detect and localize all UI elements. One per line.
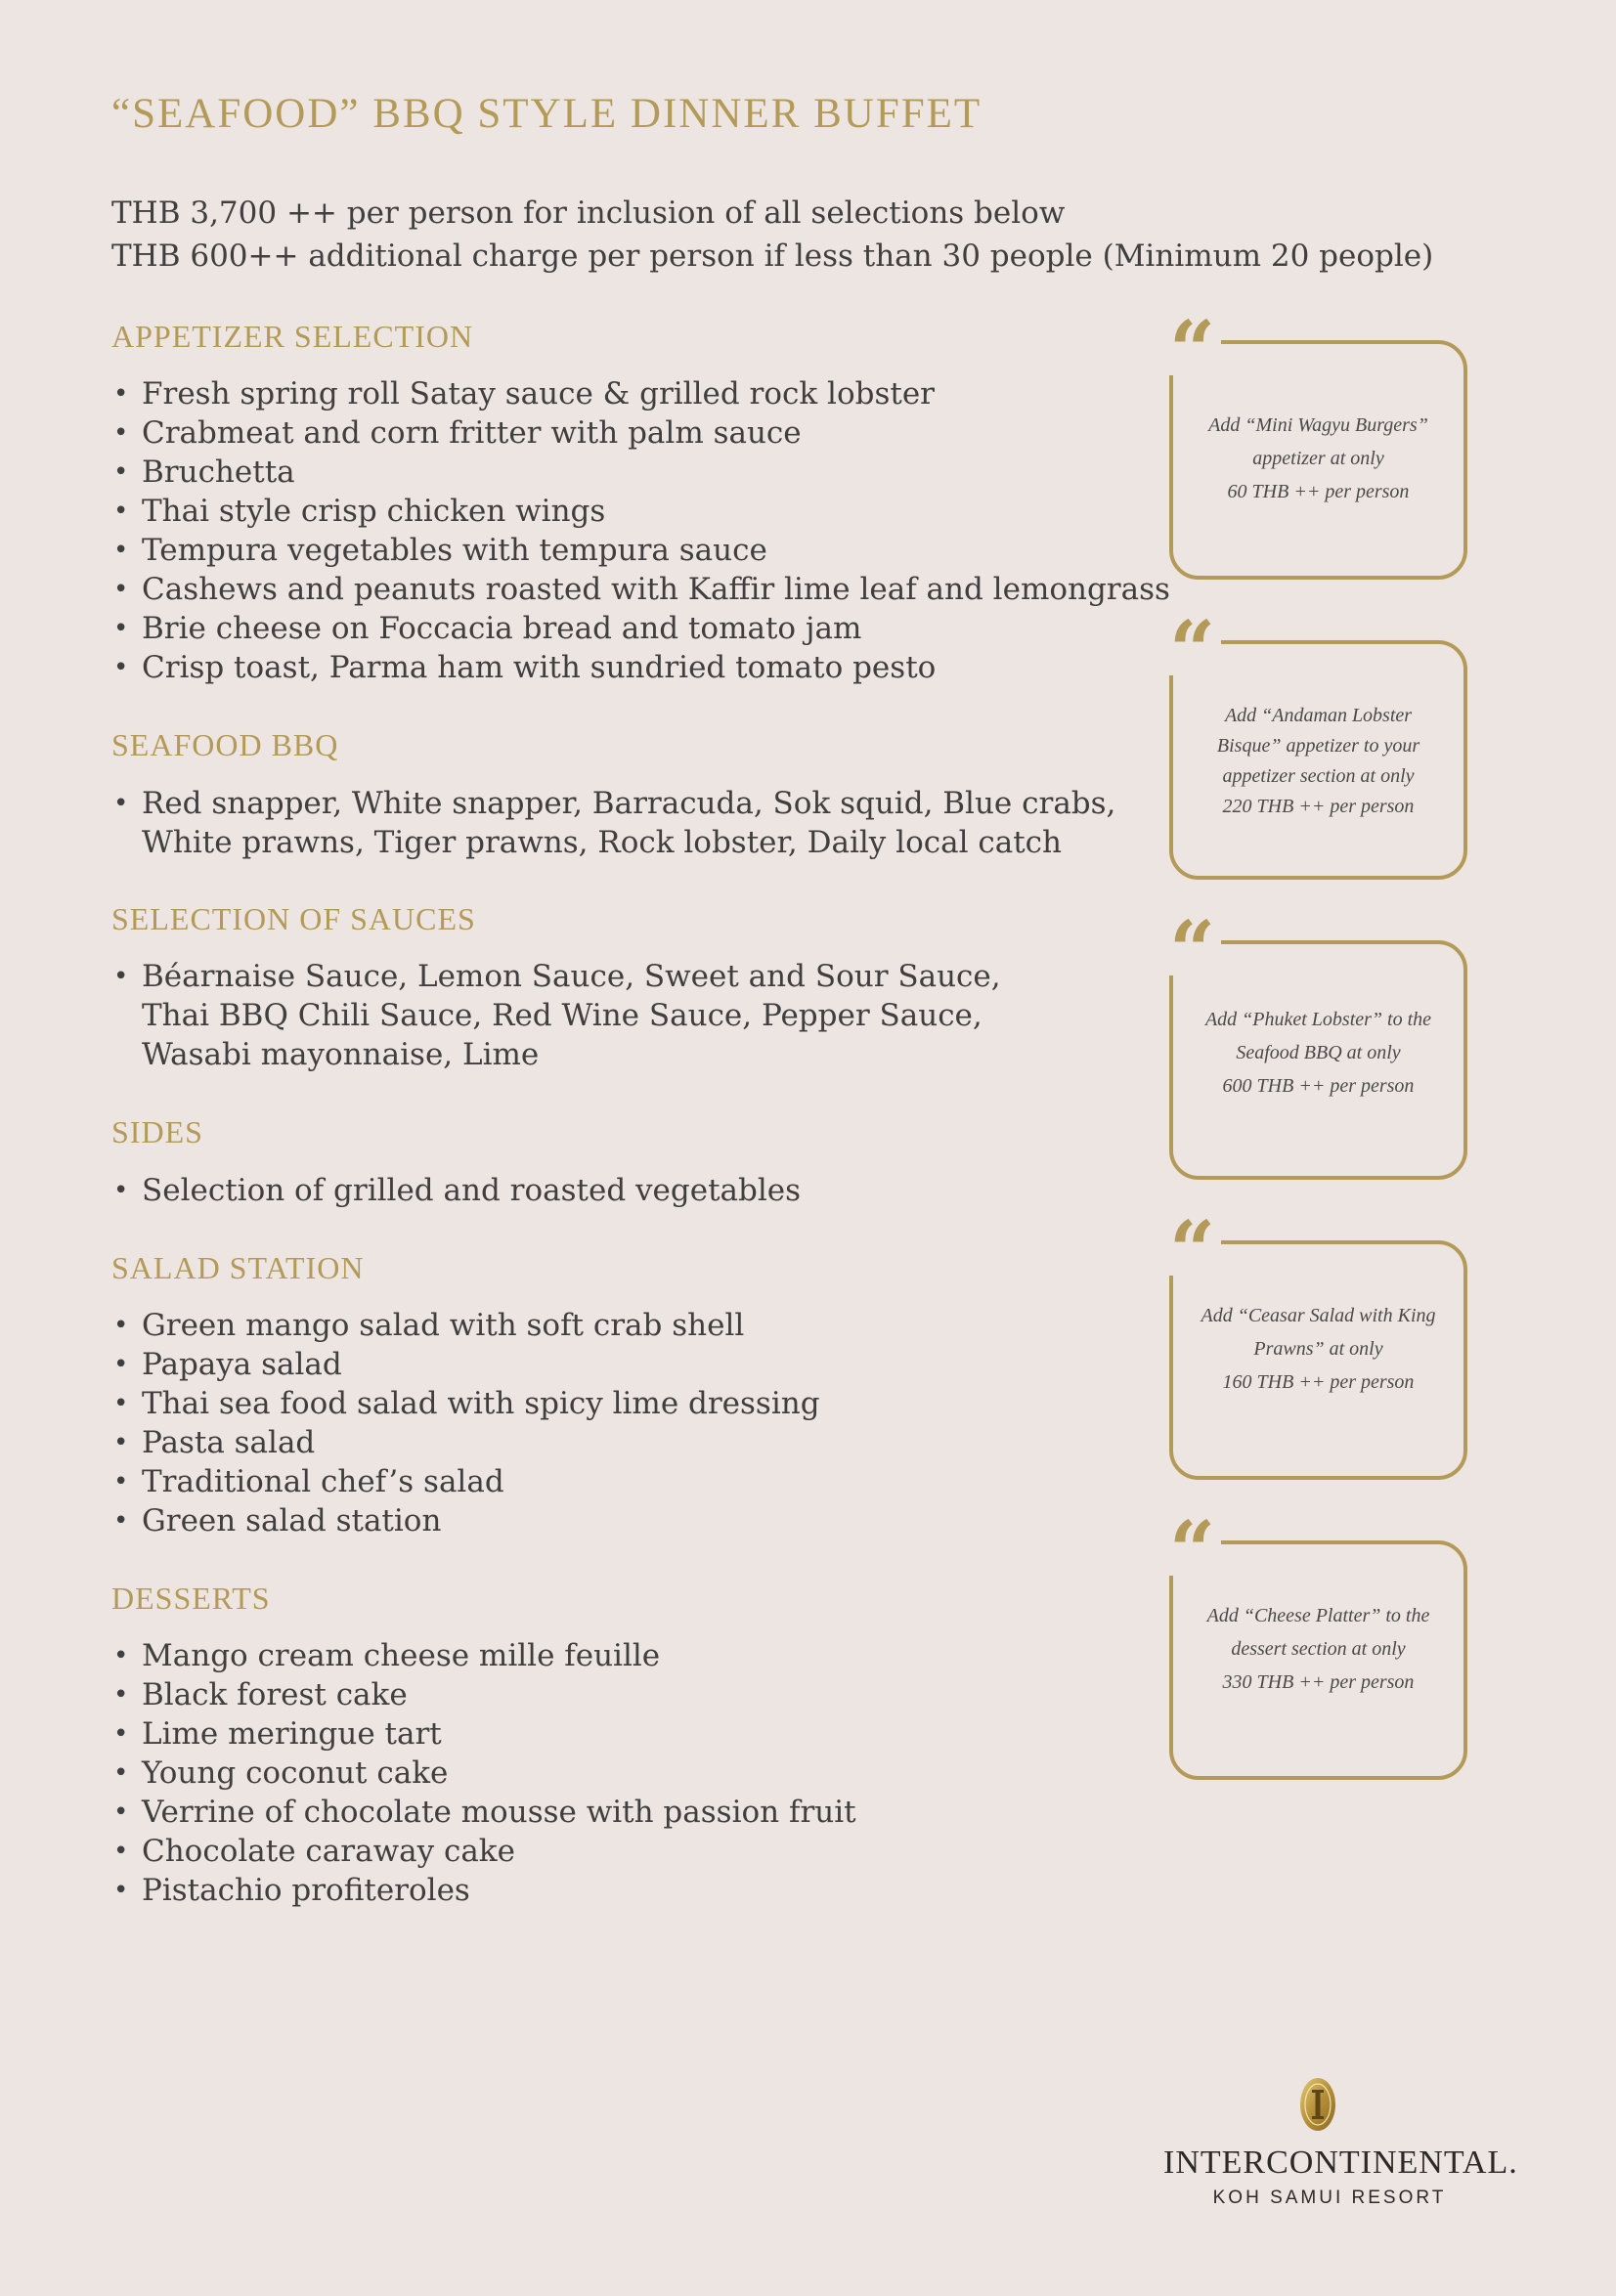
list-item: • Black forest cake	[111, 1675, 856, 1714]
quote-mark-icon: “	[1163, 1211, 1221, 1276]
callout-line: Add “Cheese Platter” to the	[1206, 1605, 1430, 1626]
callout-mini-wagyu	[1169, 311, 1467, 580]
list-item: • Verrine of chocolate mousse with passion fruit	[111, 1793, 856, 1832]
list-item: • Brie cheese on Foccacia bread and tomato jam	[111, 609, 1170, 648]
section-heading-seafood-bbq: SEAFOOD BBQ	[111, 727, 339, 762]
list-item-continuation: Thai BBQ Chili Sauce, Red Wine Sauce, Pepper Sauce,	[142, 998, 983, 1033]
sauces-list	[111, 957, 1001, 1074]
list-item-continuation: Wasabi mayonnaise, Lime	[142, 1037, 540, 1072]
quote-mark-icon: “	[1163, 1511, 1221, 1576]
price-line-2: THB 600++ additional charge per person if less than 30 people (Minimum 20 people)	[111, 238, 1434, 274]
quote-mark-icon: “	[1163, 611, 1221, 675]
logo-resort-name: KOH SAMUI RESORT	[1212, 2188, 1447, 2208]
list-item: • Crisp toast, Parma ham with sundried tomato pesto	[111, 648, 1170, 687]
callout-line: Prawns” at only	[1253, 1338, 1383, 1360]
callout-line: 60 THB ++ per person	[1227, 481, 1410, 502]
callout-cheese-platter	[1169, 1511, 1467, 1780]
callout-line: 600 THB ++ per person	[1222, 1075, 1415, 1097]
price-line-1: THB 3,700 ++ per person for inclusion of all selections below	[111, 195, 1066, 231]
callout-line: dessert section at only	[1231, 1638, 1406, 1660]
list-item: • Papaya salad	[111, 1345, 820, 1384]
list-item: • Green mango salad with soft crab shell	[111, 1306, 820, 1345]
seafood-bbq-list	[111, 784, 1115, 862]
section-heading-sides: SIDES	[111, 1114, 203, 1149]
callout-line: 330 THB ++ per person	[1222, 1671, 1415, 1693]
logo-brand-name: INTERCONTINENTAL.	[1163, 2144, 1518, 2181]
salad-list	[111, 1306, 820, 1540]
list-item: • Young coconut cake	[111, 1754, 856, 1793]
quote-mark-icon: “	[1163, 311, 1221, 375]
list-item: • Pistachio profiteroles	[111, 1871, 856, 1910]
list-item: • Selection of grilled and roasted vegetables	[111, 1171, 801, 1210]
intercontinental-logo	[1163, 2076, 1518, 2213]
callout-line: Add “Mini Wagyu Burgers”	[1208, 414, 1428, 436]
callout-ceasar-salad	[1169, 1211, 1467, 1480]
list-item: • Chocolate caraway cake	[111, 1832, 856, 1871]
callout-line: Add “Andaman Lobster	[1224, 705, 1413, 726]
callout-line: 220 THB ++ per person	[1222, 796, 1415, 817]
list-item: • Mango cream cheese mille feuille	[111, 1636, 856, 1675]
callout-line: Add “Phuket Lobster” to the	[1204, 1009, 1432, 1030]
callout-line: appetizer at only	[1252, 448, 1384, 469]
section-heading-sauces: SELECTION OF SAUCES	[111, 901, 476, 936]
list-item: • Cashews and peanuts roasted with Kaffir lime leaf and lemongrass	[111, 570, 1170, 609]
callout-lobster-bisque	[1169, 611, 1467, 880]
list-item: • Green salad station	[111, 1501, 820, 1540]
list-item: • Bruchetta	[111, 453, 1170, 492]
section-heading-salad: SALAD STATION	[111, 1250, 365, 1285]
page-title: “SEAFOOD” BBQ STYLE DINNER BUFFET	[111, 91, 983, 137]
list-item: • Crabmeat and corn fritter with palm sauce	[111, 413, 1170, 453]
list-item: • Traditional chef’s salad	[111, 1462, 820, 1501]
list-item: • Lime meringue tart	[111, 1714, 856, 1754]
callout-phuket-lobster	[1169, 911, 1467, 1180]
section-heading-appetizer: APPETIZER SELECTION	[111, 319, 474, 354]
section-heading-desserts: DESSERTS	[111, 1581, 271, 1616]
callout-line: Add “Ceasar Salad with King	[1201, 1305, 1436, 1326]
list-item: • Fresh spring roll Satay sauce & grilled rock lobster	[111, 374, 1170, 413]
list-item: • Red snapper, White snapper, Barracuda, Sok squid, Blue crabs,	[111, 784, 1115, 823]
desserts-list	[111, 1636, 856, 1910]
list-item: • Thai style crisp chicken wings	[111, 492, 1170, 531]
callout-line: Bisque” appetizer to your	[1216, 735, 1420, 757]
list-item: • Béarnaise Sauce, Lemon Sauce, Sweet and Sour Sauce,	[111, 957, 1001, 996]
list-item: • Thai sea food salad with spicy lime dressing	[111, 1384, 820, 1423]
list-item: • Pasta salad	[111, 1423, 820, 1462]
intercontinental-emblem-icon	[1298, 2076, 1337, 2133]
list-item: • Tempura vegetables with tempura sauce	[111, 531, 1170, 570]
callout-line: Seafood BBQ at only	[1236, 1042, 1401, 1063]
appetizer-list	[111, 374, 1170, 687]
sides-list	[111, 1171, 801, 1210]
callout-line: 160 THB ++ per person	[1222, 1371, 1415, 1393]
callout-line: appetizer section at only	[1222, 765, 1415, 787]
quote-mark-icon: “	[1163, 911, 1221, 975]
list-item-continuation: White prawns, Tiger prawns, Rock lobster, Daily local catch	[142, 825, 1062, 860]
